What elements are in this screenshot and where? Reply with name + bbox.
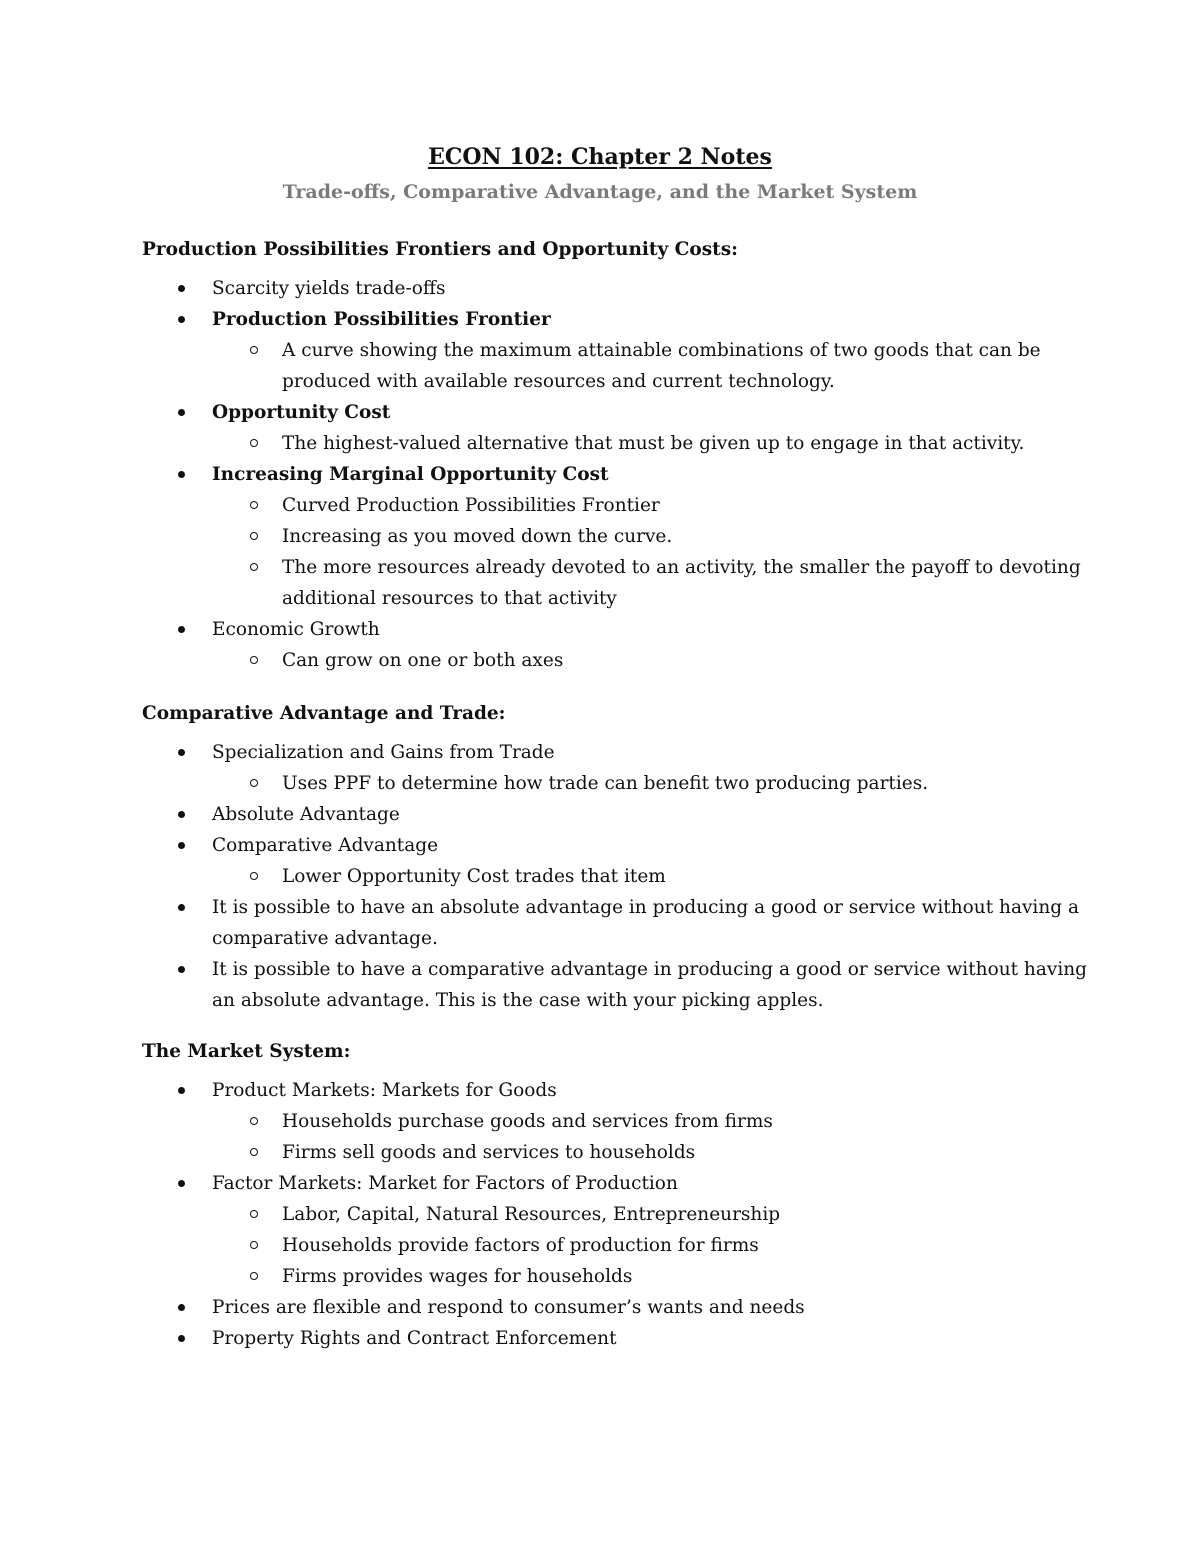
bullet-list [142,273,1102,676]
hollow-bullet-icon [250,439,258,447]
sub-list [212,645,1102,676]
list-item-text: Comparative Advantage [212,835,439,856]
sub-item-text: Labor, Capital, Natural Resources, Entrepreneurship [282,1204,781,1225]
hollow-bullet-icon [250,501,258,509]
list-item-text: Specialization and Gains from Trade [212,742,555,763]
list-item [142,830,1102,892]
page-title: ECON 102: Chapter 2 Notes [428,144,772,170]
list-item [142,1292,1102,1323]
bullet-icon [178,1180,185,1187]
hollow-bullet-icon [250,872,258,880]
list-item [142,1323,1102,1354]
list-item [142,1168,1102,1292]
sub-item-text: Uses PPF to determine how trade can benefit two producing parties. [282,773,929,794]
page-subtitle: Trade-offs, Comparative Advantage, and the Market System [282,181,918,203]
section-market-system [142,1036,1102,1354]
bullet-list [142,1075,1102,1354]
sub-list [212,768,1102,799]
hollow-bullet-icon [250,532,258,540]
sub-item-text: Lower Opportunity Cost trades that item [282,866,666,887]
sub-list-item [212,861,1102,892]
sub-list [212,1199,1102,1292]
section-heading: The Market System: [142,1041,351,1062]
section-ppf-opportunity-costs [142,234,1102,676]
sub-list [212,490,1102,614]
list-item-text: It is possible to have an absolute advantage in producing a good or service without having a comparative advantage. [212,897,1080,949]
list-item-text: Scarcity yields trade-offs [212,278,446,299]
list-item [142,614,1102,676]
bullet-icon [178,285,185,292]
section-heading: Production Possibilities Frontiers and Opportunity Costs: [142,239,738,260]
bullet-icon [178,471,185,478]
bullet-icon [178,749,185,756]
list-item [142,273,1102,304]
hollow-bullet-icon [250,346,258,354]
bullet-icon [178,811,185,818]
bullet-icon [178,409,185,416]
sub-list-item [212,428,1102,459]
bullet-icon [178,904,185,911]
sub-item-text: Firms sell goods and services to households [282,1142,696,1163]
bullet-icon [178,316,185,323]
hollow-bullet-icon [250,656,258,664]
bullet-icon [178,842,185,849]
list-item [142,397,1102,459]
list-item-text: Factor Markets: Market for Factors of Production [212,1173,678,1194]
list-item [142,459,1102,614]
sub-list-item [212,1199,1102,1230]
sub-item-text: Firms provides wages for households [282,1266,633,1287]
sub-list-item [212,1106,1102,1137]
hollow-bullet-icon [250,563,258,571]
list-item-text: Economic Growth [212,619,380,640]
sub-list-item [212,490,1102,521]
list-item [142,304,1102,397]
list-item [142,1075,1102,1168]
bullet-icon [178,1335,185,1342]
hollow-bullet-icon [250,1272,258,1280]
sub-list [212,1106,1102,1168]
sub-list-item [212,1137,1102,1168]
term-label: Production Possibilities Frontier [212,309,551,330]
sub-list [212,861,1102,892]
sub-item-text: Can grow on one or both axes [282,650,564,671]
list-item [142,892,1102,954]
list-item-text: Prices are flexible and respond to consumer’s wants and needs [212,1297,805,1318]
bullet-icon [178,1087,185,1094]
hollow-bullet-icon [250,1117,258,1125]
sub-list [212,335,1102,397]
sub-item-text: The highest-valued alternative that must be given up to engage in that activity. [282,433,1025,454]
sub-list-item [212,645,1102,676]
sub-list-item [212,521,1102,552]
bullet-icon [178,966,185,973]
sub-item-text: Increasing as you moved down the curve. [282,526,673,547]
term-label: Opportunity Cost [212,402,391,423]
sub-list-item [212,1230,1102,1261]
hollow-bullet-icon [250,1210,258,1218]
hollow-bullet-icon [250,779,258,787]
hollow-bullet-icon [250,1148,258,1156]
list-item [142,799,1102,830]
list-item [142,954,1102,1016]
list-item-text: It is possible to have a comparative advantage in producing a good or service without having an absolute advantage. This is the case with your picking apples. [212,959,1088,1011]
hollow-bullet-icon [250,1241,258,1249]
section-comparative-advantage [142,698,1102,1016]
sub-list [212,428,1102,459]
bullet-icon [178,626,185,633]
section-heading: Comparative Advantage and Trade: [142,703,506,724]
sub-list-item [212,335,1102,397]
list-item-text: Product Markets: Markets for Goods [212,1080,557,1101]
list-item-text: Property Rights and Contract Enforcement [212,1328,617,1349]
list-item-text: Absolute Advantage [212,804,400,825]
list-item [142,737,1102,799]
sub-item-text: A curve showing the maximum attainable combinations of two goods that can be produced with available resources and current technology. [282,340,1041,392]
bullet-icon [178,1304,185,1311]
bullet-list [142,737,1102,1016]
sub-list-item [212,552,1102,614]
sub-list-item [212,1261,1102,1292]
sub-item-text: The more resources already devoted to an activity, the smaller the payoff to devoting additional resources to that activity [282,557,1081,609]
term-label: Increasing Marginal Opportunity Cost [212,464,609,485]
sub-item-text: Curved Production Possibilities Frontier [282,495,660,516]
sub-item-text: Households purchase goods and services from firms [282,1111,773,1132]
sub-item-text: Households provide factors of production for firms [282,1235,759,1256]
sub-list-item [212,768,1102,799]
